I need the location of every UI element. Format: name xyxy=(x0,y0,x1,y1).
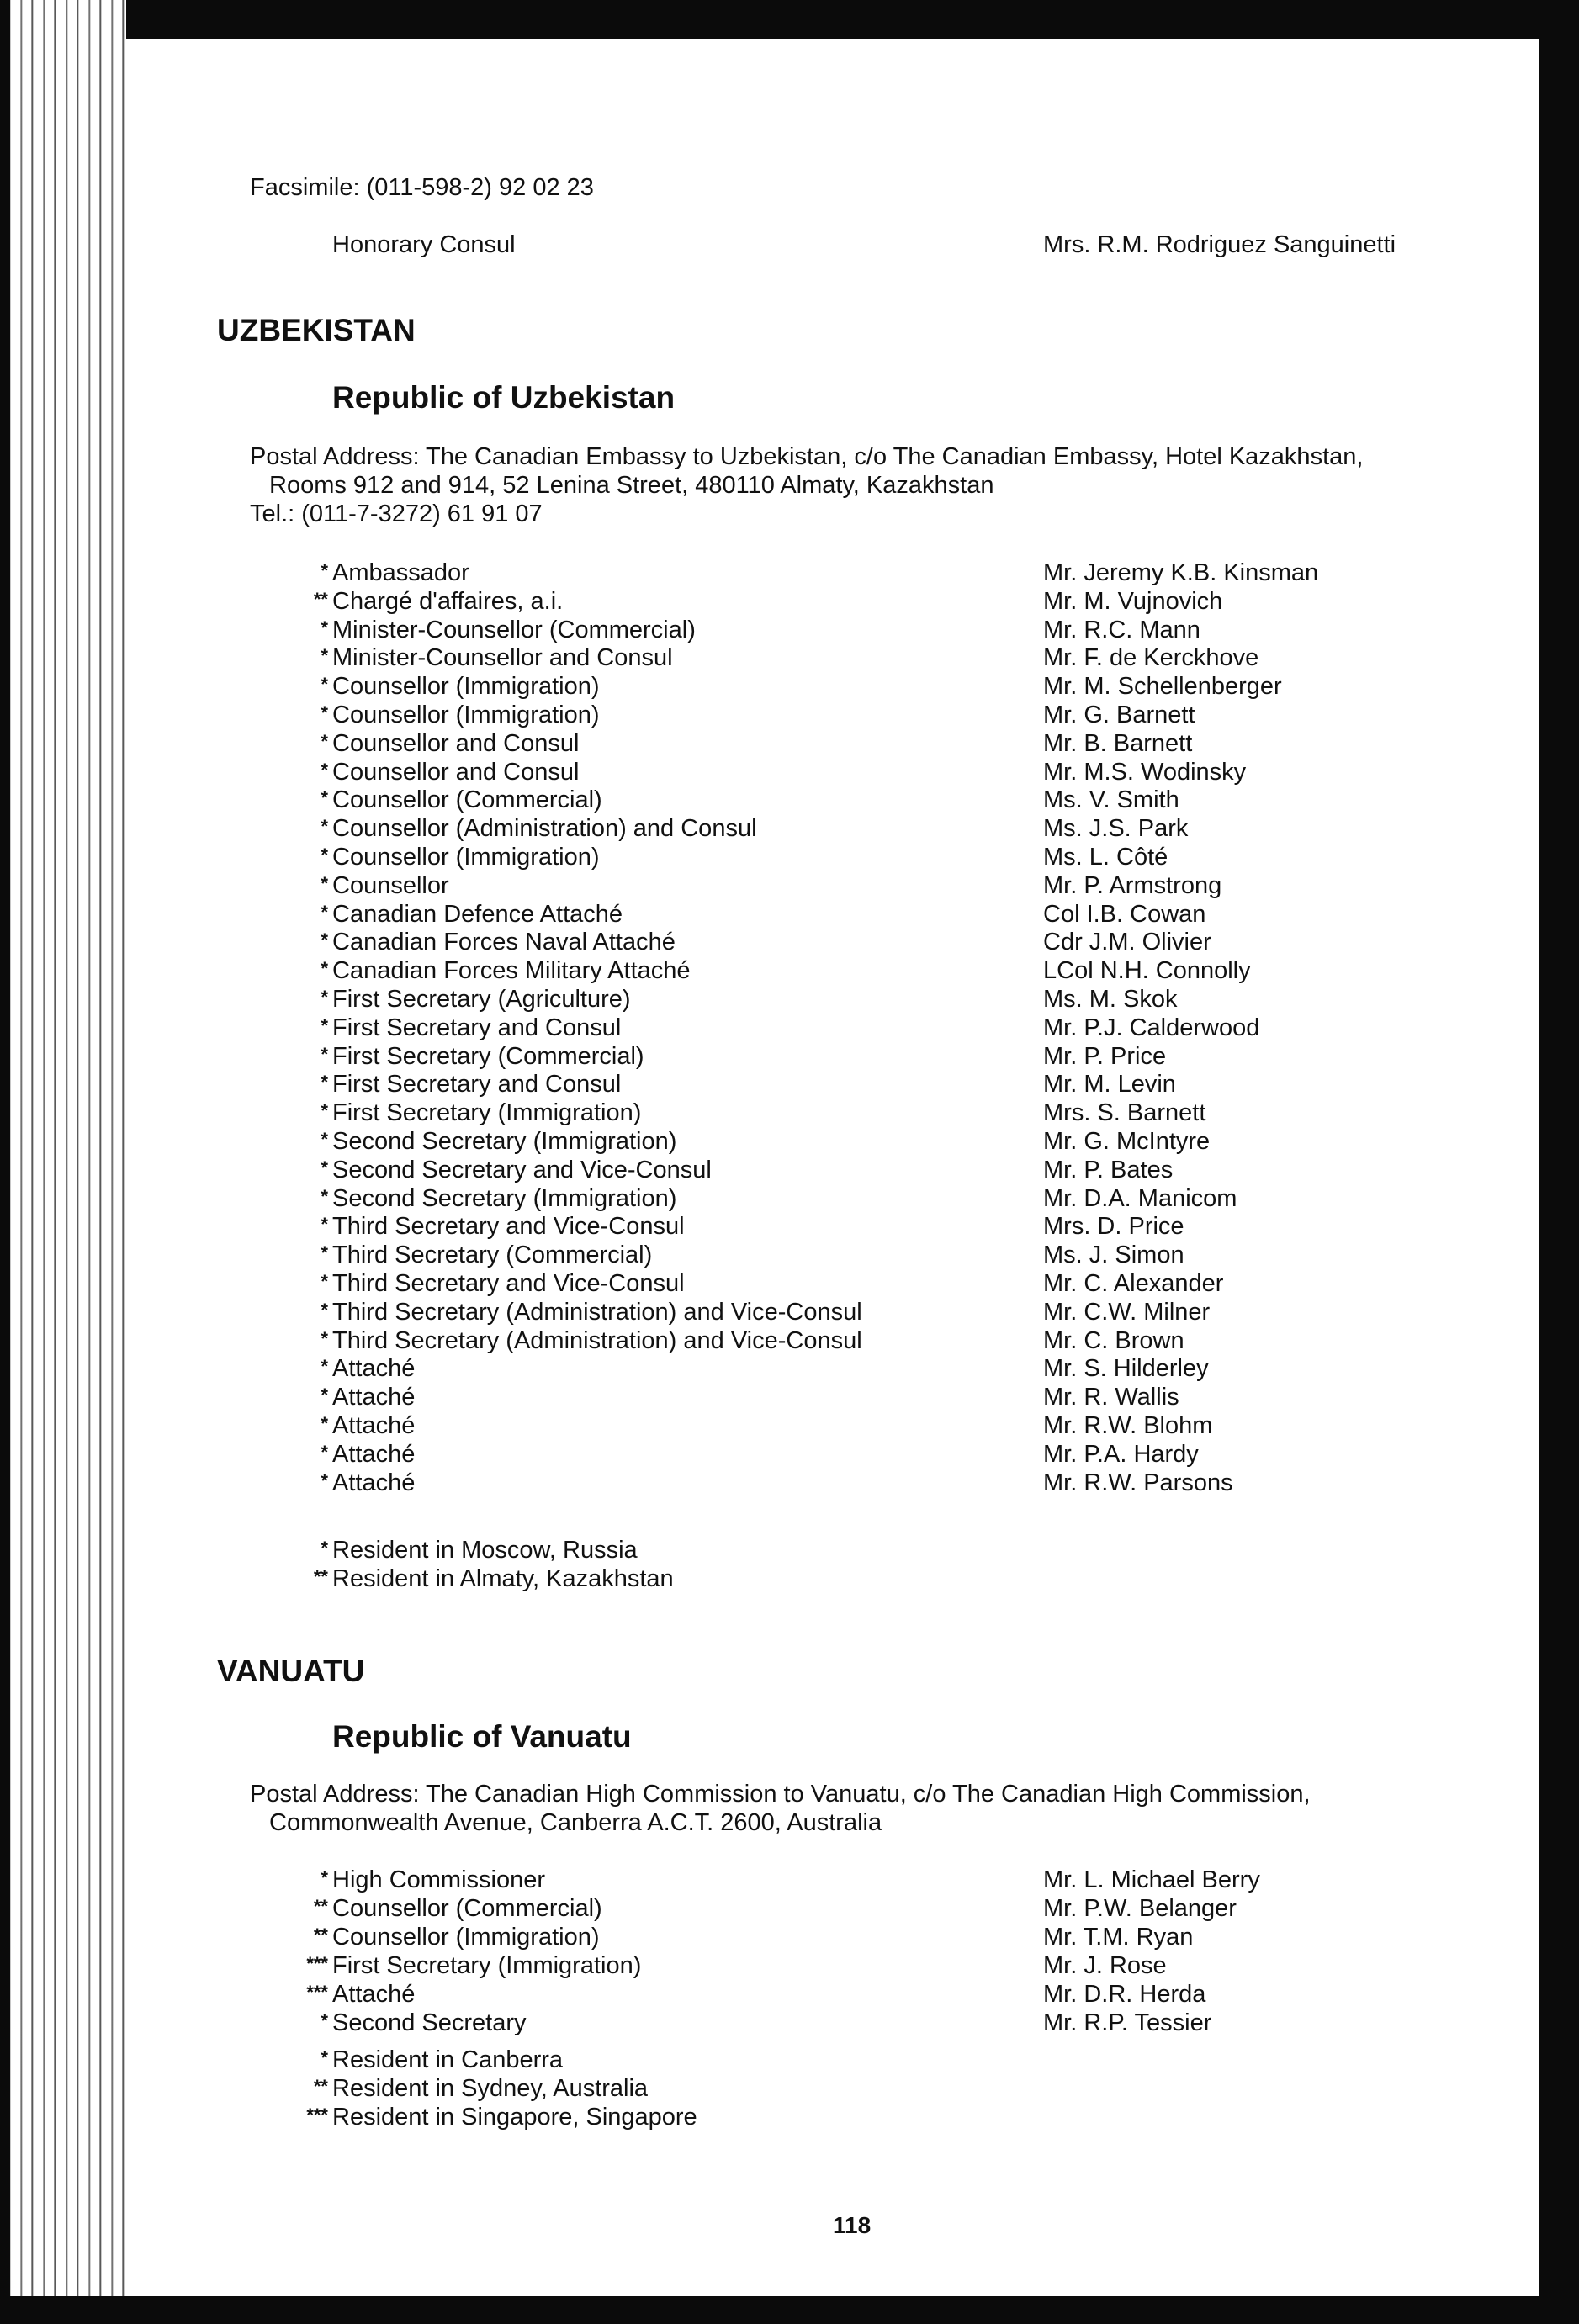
staff-title: Counsellor (Commercial) xyxy=(332,1895,602,1922)
staff-title: Attaché xyxy=(332,1469,416,1496)
staff-row xyxy=(126,1127,1539,1156)
staff-title: Third Secretary (Administration) and Vice-Consul xyxy=(332,1298,862,1326)
staff-row xyxy=(126,616,1539,644)
staff-row xyxy=(126,1980,1539,2009)
marker-asterisk: * xyxy=(321,901,328,923)
staff-row xyxy=(126,1184,1539,1213)
note-row xyxy=(126,2074,1539,2103)
document-page xyxy=(126,39,1539,2296)
marker-asterisk: *** xyxy=(306,1982,328,2003)
staff-row xyxy=(126,814,1539,843)
staff-row xyxy=(126,928,1539,956)
staff-title: Counsellor (Administration) and Consul xyxy=(332,815,757,843)
marker-asterisk: ** xyxy=(313,1566,328,1587)
scan-left-binding xyxy=(0,0,126,2324)
staff-name: Ms. J.S. Park xyxy=(1043,815,1189,843)
staff-name: Ms. J. Simon xyxy=(1043,1241,1184,1269)
staff-title: High Commissioner xyxy=(332,1866,546,1893)
uzbekistan-postal-line-1: Postal Address: The Canadian Embassy to Uzbekistan, c/o The Canadian Embassy, Hotel Kazakhstan, xyxy=(250,443,1364,470)
staff-name: Ms. V. Smith xyxy=(1043,786,1179,814)
staff-title: First Secretary (Commercial) xyxy=(332,1042,644,1070)
marker-asterisk: * xyxy=(321,1299,328,1321)
vanuatu-postal-line-2: Commonwealth Avenue, Canberra A.C.T. 2600, Australia xyxy=(269,1809,882,1836)
marker-asterisk: * xyxy=(321,1271,328,1292)
staff-name: Mr. P. Price xyxy=(1043,1042,1167,1070)
staff-name: Mr. D.R. Herda xyxy=(1043,1981,1206,2008)
page-number: 118 xyxy=(833,2212,872,2238)
staff-title: First Secretary and Consul xyxy=(332,1014,622,1041)
marker-asterisk: * xyxy=(321,645,328,667)
staff-title: Canadian Forces Military Attaché xyxy=(332,957,691,985)
staff-title: Counsellor (Immigration) xyxy=(332,701,600,728)
staff-name: Mr. D.A. Manicom xyxy=(1043,1184,1237,1212)
scan-top-border xyxy=(0,0,1579,39)
staff-title: First Secretary and Consul xyxy=(332,1071,622,1098)
marker-asterisk: * xyxy=(321,617,328,638)
marker-asterisk: *** xyxy=(306,1953,328,1974)
staff-row xyxy=(126,1156,1539,1184)
staff-name: Mr. T.M. Ryan xyxy=(1043,1924,1194,1951)
marker-asterisk: * xyxy=(321,1327,328,1349)
note-text: Resident in Almaty, Kazakhstan xyxy=(332,1565,674,1592)
fax-line: Facsimile: (011-598-2) 92 02 23 xyxy=(250,174,594,201)
marker-asterisk: * xyxy=(321,560,328,581)
staff-row xyxy=(126,843,1539,871)
marker-asterisk: * xyxy=(321,1185,328,1207)
staff-title: Canadian Defence Attaché xyxy=(332,900,623,928)
staff-row xyxy=(126,1098,1539,1127)
honorary-consul-name: Mrs. R.M. Rodriguez Sanguinetti xyxy=(1043,231,1396,258)
scan-bottom-border xyxy=(0,2296,1579,2324)
staff-row xyxy=(126,587,1539,616)
staff-row xyxy=(126,1269,1539,1298)
staff-row xyxy=(126,2009,1539,2037)
staff-row xyxy=(126,1070,1539,1098)
staff-row xyxy=(126,871,1539,900)
note-row xyxy=(126,2103,1539,2131)
staff-row xyxy=(126,672,1539,701)
staff-title: Counsellor (Commercial) xyxy=(332,786,602,814)
staff-name: Mr. J. Rose xyxy=(1043,1952,1167,1979)
staff-name: Mr. C. Alexander xyxy=(1043,1270,1224,1297)
marker-asterisk: * xyxy=(321,759,328,781)
staff-title: Attaché xyxy=(332,1384,416,1411)
republic-heading-vanuatu: Republic of Vanuatu xyxy=(332,1719,632,1754)
marker-asterisk: ** xyxy=(313,1924,328,1945)
staff-title: Ambassador xyxy=(332,559,469,586)
staff-row xyxy=(126,1951,1539,1980)
staff-name: Mr. B. Barnett xyxy=(1043,729,1193,757)
marker-asterisk: ** xyxy=(313,2076,328,2097)
marker-asterisk: * xyxy=(321,2010,328,2031)
vanuatu-postal-line-1: Postal Address: The Canadian High Commission to Vanuatu, c/o The Canadian High Commission, xyxy=(250,1781,1311,1808)
marker-asterisk: * xyxy=(321,844,328,866)
staff-row xyxy=(126,559,1539,587)
marker-asterisk: * xyxy=(321,1441,328,1463)
staff-title: Counsellor and Consul xyxy=(332,729,580,757)
staff-row xyxy=(126,1440,1539,1469)
staff-name: Mr. M.S. Wodinsky xyxy=(1043,758,1247,786)
staff-row xyxy=(126,1014,1539,1042)
staff-row xyxy=(126,758,1539,786)
staff-name: Col I.B. Cowan xyxy=(1043,900,1206,928)
staff-title: Counsellor (Immigration) xyxy=(332,673,600,701)
staff-title: Attaché xyxy=(332,1440,416,1468)
marker-asterisk: * xyxy=(321,1538,328,1559)
marker-asterisk: * xyxy=(321,1384,328,1406)
staff-row xyxy=(126,956,1539,985)
staff-row xyxy=(126,1042,1539,1071)
staff-name: Ms. M. Skok xyxy=(1043,986,1178,1013)
republic-heading-uzbekistan: Republic of Uzbekistan xyxy=(332,380,676,415)
staff-row xyxy=(126,786,1539,814)
marker-asterisk: * xyxy=(321,1413,328,1434)
marker-asterisk: * xyxy=(321,730,328,752)
marker-asterisk: * xyxy=(321,929,328,951)
uzbekistan-telephone: Tel.: (011-7-3272) 61 91 07 xyxy=(250,500,543,527)
marker-asterisk: * xyxy=(321,1469,328,1491)
staff-title: Chargé d'affaires, a.i. xyxy=(332,587,564,615)
marker-asterisk: * xyxy=(321,1100,328,1122)
staff-name: Mr. C. Brown xyxy=(1043,1326,1184,1354)
staff-title: Attaché xyxy=(332,1355,416,1383)
staff-name: Mr. L. Michael Berry xyxy=(1043,1866,1260,1893)
note-row xyxy=(126,2046,1539,2074)
note-row xyxy=(126,1536,1539,1564)
marker-asterisk: * xyxy=(321,1014,328,1036)
staff-name: Mr. P.J. Calderwood xyxy=(1043,1014,1260,1041)
scan-left-edge xyxy=(0,0,10,2324)
staff-name: Mr. F. de Kerckhove xyxy=(1043,644,1259,672)
staff-name: Mr. M. Levin xyxy=(1043,1071,1176,1098)
staff-name: Mr. P. Armstrong xyxy=(1043,871,1222,899)
staff-name: Mr. M. Vujnovich xyxy=(1043,587,1223,615)
staff-title: Second Secretary and Vice-Consul xyxy=(332,1156,712,1183)
staff-title: Third Secretary (Administration) and Vice-Consul xyxy=(332,1326,862,1354)
staff-row xyxy=(126,900,1539,929)
marker-asterisk: * xyxy=(321,1867,328,1888)
note-row xyxy=(126,1564,1539,1593)
staff-row xyxy=(126,701,1539,729)
marker-asterisk: * xyxy=(321,1043,328,1065)
staff-name: Mr. G. McIntyre xyxy=(1043,1128,1211,1155)
staff-name: Mr. M. Schellenberger xyxy=(1043,673,1282,701)
staff-row xyxy=(126,1298,1539,1326)
staff-title: Second Secretary xyxy=(332,2009,527,2036)
staff-name: Mr. P.W. Belanger xyxy=(1043,1895,1237,1922)
staff-name: Mrs. S. Barnett xyxy=(1043,1099,1206,1127)
staff-row xyxy=(126,1326,1539,1355)
staff-row xyxy=(126,1212,1539,1241)
marker-asterisk: * xyxy=(321,872,328,894)
scan-right-border xyxy=(1539,0,1579,2324)
staff-row xyxy=(126,729,1539,758)
marker-asterisk: * xyxy=(321,987,328,1008)
marker-asterisk: * xyxy=(321,1072,328,1093)
staff-title: Minister-Counsellor and Consul xyxy=(332,644,673,672)
staff-name: Mr. R.W. Parsons xyxy=(1043,1469,1233,1496)
staff-title: Minister-Counsellor (Commercial) xyxy=(332,616,696,643)
marker-asterisk: *** xyxy=(306,2104,328,2125)
staff-title: Attaché xyxy=(332,1981,416,2008)
country-heading-vanuatu: VANUATU xyxy=(217,1654,365,1688)
staff-title: Counsellor (Immigration) xyxy=(332,1924,600,1951)
note-text: Resident in Moscow, Russia xyxy=(332,1537,638,1564)
staff-row xyxy=(126,1923,1539,1951)
note-text: Resident in Singapore, Singapore xyxy=(332,2104,697,2131)
staff-name: Mr. G. Barnett xyxy=(1043,701,1195,728)
marker-asterisk: * xyxy=(321,1129,328,1150)
staff-name: Mr. R.W. Blohm xyxy=(1043,1412,1213,1439)
uzbekistan-postal-line-2: Rooms 912 and 914, 52 Lenina Street, 480110 Almaty, Kazakhstan xyxy=(269,472,994,499)
staff-row xyxy=(126,985,1539,1014)
staff-row xyxy=(126,1241,1539,1269)
staff-title: Third Secretary and Vice-Consul xyxy=(332,1270,685,1297)
staff-title: Third Secretary (Commercial) xyxy=(332,1241,653,1269)
staff-name: LCol N.H. Connolly xyxy=(1043,957,1251,985)
staff-name: Mr. R.C. Mann xyxy=(1043,616,1200,643)
staff-title: Second Secretary (Immigration) xyxy=(332,1128,677,1155)
marker-asterisk: ** xyxy=(313,1896,328,1917)
staff-title: Counsellor and Consul xyxy=(332,758,580,786)
note-text: Resident in Canberra xyxy=(332,2046,564,2073)
staff-row xyxy=(126,1894,1539,1923)
staff-row xyxy=(126,1469,1539,1497)
marker-asterisk: * xyxy=(321,1157,328,1178)
marker-asterisk: * xyxy=(321,674,328,696)
marker-asterisk: * xyxy=(321,1214,328,1236)
staff-title: Attaché xyxy=(332,1412,416,1439)
staff-name: Mr. P. Bates xyxy=(1043,1156,1174,1183)
staff-name: Mr. P.A. Hardy xyxy=(1043,1440,1199,1468)
staff-name: Mr. Jeremy K.B. Kinsman xyxy=(1043,559,1319,586)
staff-name: Ms. L. Côté xyxy=(1043,844,1168,871)
marker-asterisk: * xyxy=(321,1242,328,1264)
note-text: Resident in Sydney, Australia xyxy=(332,2075,649,2102)
staff-name: Mrs. D. Price xyxy=(1043,1213,1184,1241)
staff-title: Third Secretary and Vice-Consul xyxy=(332,1213,685,1241)
staff-title: First Secretary (Agriculture) xyxy=(332,986,631,1013)
staff-name: Mr. C.W. Milner xyxy=(1043,1298,1211,1326)
staff-row xyxy=(126,1383,1539,1411)
staff-row xyxy=(126,643,1539,672)
staff-row xyxy=(126,1866,1539,1894)
staff-row xyxy=(126,1411,1539,1440)
marker-asterisk: * xyxy=(321,2047,328,2068)
marker-asterisk: * xyxy=(321,816,328,838)
staff-name: Mr. R.P. Tessier xyxy=(1043,2009,1212,2036)
marker-asterisk: * xyxy=(321,787,328,809)
marker-asterisk: * xyxy=(321,958,328,980)
staff-title: Counsellor xyxy=(332,871,449,899)
marker-asterisk: ** xyxy=(313,588,328,610)
staff-title: Second Secretary (Immigration) xyxy=(332,1184,677,1212)
staff-name: Mr. S. Hilderley xyxy=(1043,1355,1209,1383)
staff-row xyxy=(126,1354,1539,1383)
marker-asterisk: * xyxy=(321,1356,328,1378)
staff-title: Canadian Forces Naval Attaché xyxy=(332,929,676,956)
staff-title: First Secretary (Immigration) xyxy=(332,1099,642,1127)
honorary-consul-title: Honorary Consul xyxy=(332,231,516,258)
staff-name: Cdr J.M. Olivier xyxy=(1043,929,1211,956)
staff-title: First Secretary (Immigration) xyxy=(332,1952,642,1979)
staff-title: Counsellor (Immigration) xyxy=(332,844,600,871)
country-heading-uzbekistan: UZBEKISTAN xyxy=(217,313,416,347)
staff-name: Mr. R. Wallis xyxy=(1043,1384,1179,1411)
marker-asterisk: * xyxy=(321,702,328,723)
